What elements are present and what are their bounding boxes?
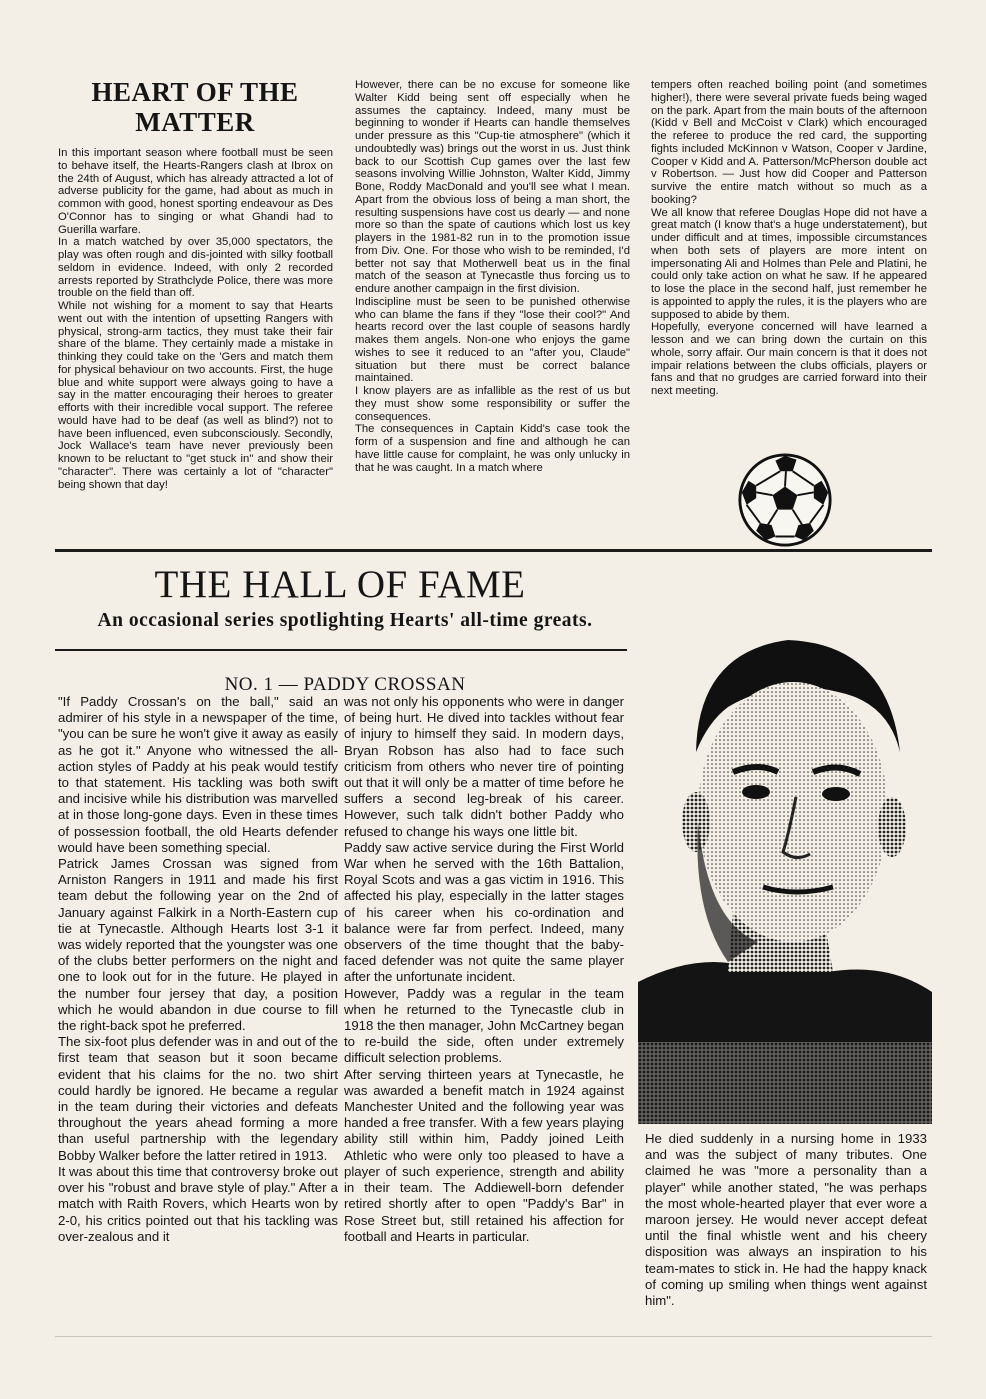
paragraph: While not wishing for a moment to say that Hearts went out with the intention of upsetting Rangers with physical, strong-arm tactics, they must take their fair share of the blame. They certainly made a mistake in thinking they could take on the 'Gers and match them for physical behaviour on two accounts. First, the huge blue and white support were always going to have a say in the matter encouraging their heroes to greater efforts with their incredible vocal support. The referee would have had to be deaf (as well as blind?) not to have been influenced, even subconsciously. Secondly, Jock Wallace's team have never previously been known to be reluctant to "get stuck in" and show their "character". There was certainly a lot of "character" being shown that day! — [58, 300, 333, 491]
bottom-rule — [55, 1336, 932, 1337]
section-divider — [55, 549, 932, 552]
football-icon — [737, 452, 833, 548]
article1-column-2 — [355, 79, 630, 474]
article-title-line2: MATTER — [135, 107, 255, 137]
paragraph: Indiscipline must be seen to be punished otherwise who can blame the fans if they "lose their cool?" And hearts record over the last couple of seasons hardly makes them angels. Non-one who enjoys the game wishes to see it reduced to an "after you, Claude" situation but there must be correct balance maintained. — [355, 295, 630, 385]
paragraph: Hopefully, everyone concerned will have learned a lesson and we can bring down the curtain on this whole, sorry affair. Our main concern is that it does not impair relations between the clubs officials, players or fans and that no grudges are carried forward into their next meeting. — [651, 321, 927, 397]
paragraph: The consequences in Captain Kidd's case took the form of a suspension and fine and although he can have little cause for complaint, he was only unlucky in that he was caught. In a match where — [355, 423, 630, 474]
article1-column-1 — [58, 147, 333, 491]
paragraph: Paddy saw active service during the First World War when he served with the 16th Battalion, Royal Scots and was a gas victim in 1916. This affected his play, especially in the latter stages of his career when his co-ordination and balance were far from perfect. Indeed, many observers of the time thought that the baby-faced defender was not quite the same player after the unfortunate incident. — [344, 839, 624, 985]
article1-column-3 — [651, 79, 927, 398]
article-title-line1: HEART OF THE — [91, 77, 299, 107]
profile-heading: NO. 1 — PADDY CROSSAN — [224, 674, 466, 695]
paragraph: However, there can be no excuse for someone like Walter Kidd being sent off especially when he assumes the captaincy. Indeed, many must be beginning to wonder if Hearts can handle themselves under pressure as this "Cup-tie atmosphere" (which it undoubtedly was) brings out the worst in us. Just think back to our Scottish Cup games over the last few seasons involving Willie Johnston, Walter Kidd, Jimmy Bone, Roddy MacDonald and you'll see what I mean. Apart from the obvious loss of being a man short, the resulting suspensions have cost us dearly — and none more so than the spate of cautions which lost us key players in the 1981-82 run in to the promotion issue from Div. One. For those who wish to be reminded, I'd better not say that Motherwell beat us in the final match of the season at Tynecastle thus forcing us to endure another campaign in the first division. — [355, 79, 630, 295]
paragraph: was not only his opponents who were in danger of being hurt. He dived into tackles without fear of injury to himself they said. In modern days, Bryan Robson has also had to face such criticism from others who never tire of pointing out that it will only be a matter of time before he suffers a second leg-break of his career. However, such talk didn't bother Paddy who refused to change his ways one little bit. — [344, 694, 624, 839]
paragraph: The six-foot plus defender was in and out of the first team that season but it soon became evident that his claims for the no. two shirt could hardly be ignored. He became a regular in the team during their victories and defeats throughout the years ahead forming a more than useful partnership with the legendary Bobby Walker before the latter retired in 1913. — [58, 1034, 338, 1163]
paragraph: However, Paddy was a regular in the team when he returned to the Tynecastle club in 1918 the then manager, John McCartney began to re-build the side, often under extremely difficult selection problems. — [344, 985, 624, 1066]
paragraph: "If Paddy Crossan's on the ball," said an admirer of his style in a newspaper of the time, "you can be sure he won't give it away as easily as he got it." Anyone who witnessed the all-action styles of Paddy at his peak would testify to that statement. His tackling was both swift and incisive while his distribution was marvelled at in those long-gone days. Even in these times of possession football, the old Hearts defender would have been something special. — [58, 694, 338, 855]
article2-column-3 — [645, 1131, 927, 1309]
paragraph: I know players are as infallible as the rest of us but they must show some responsibility or suffer the consequences. — [355, 385, 630, 423]
paddy-crossan-portrait — [638, 622, 932, 1124]
title-underline — [55, 649, 627, 651]
paragraph: tempers often reached boiling point (and sometimes higher!), there were several private fueds being waged on the park. Apart from the main bouts of the afternoon (Kidd v Bell and McCoist v Clark) which encouraged the referee to produce the red card, the supporting fights included McKinnon v Watson, Cooper v Jardine, Cooper v Kidd and A. Patterson/McPherson double act v Robertson. — Just how did Cooper and Patterson survive the entire match without so much as a booking? — [651, 79, 927, 206]
paragraph: He died suddenly in a nursing home in 1933 and was the subject of many tributes. One claimed he was "more a personality than a player" while another stated, "he was perhaps the most whole-hearted player that ever wore a maroon jersey. He would never accept defeat until the final whistle went and his cheery disposition was always an inspiration to his team-mates to stick in. He had the happy knack of coming up smiling when things went against him". — [645, 1131, 927, 1309]
paragraph: We all know that referee Douglas Hope did not have a great match (I know that's a huge understatement), but under difficult and at times, impossible circumstances when both sets of players are more intent on impersonating Ali and Holmes than Pele and Platini, he could only take action on what he saw. If he appeared to lose the place in the second half, just remember he is appointed to apply the rules, it is the players who are supposed to abide by them. — [651, 206, 927, 321]
paragraph: Patrick James Crossan was signed from Arniston Rangers in 1911 and made his first team debut the following year on the 2nd of January against Falkirk in a North-Eastern cup tie at Tynecastle. Although Hearts lost 3-1 it was widely reported that the youngster was one of the clubs better performers on the night and one to look out for in the future. He played in the number four jersey that day, a position which he would abandon in due course to fill the right-back spot he preferred. — [58, 856, 338, 1034]
hall-of-fame-subtitle: An occasional series spotlighting Hearts' all-time greats. — [97, 610, 593, 631]
paragraph: In this important season where football must be seen to behave itself, the Hearts-Rangers clash at Ibrox on the 24th of August, which has already attracted a lot of adverse publicity for the game, had about as much in common with good, honest sporting endeavour as Des O'Connor has to singing or what Ghandi had to Guerilla warfare. — [58, 147, 333, 236]
paragraph: It was about this time that controversy broke out over his "robust and brave style of play." After a match with Raith Rovers, which Hearts won by 2-0, his critics pointed out that his tackling was over-zealous and it — [58, 1163, 339, 1244]
article2-column-2 — [344, 694, 624, 1245]
paragraph: In a match watched by over 35,000 spectators, the play was often rough and dis-jointed with silky football seldom in evidence. Indeed, with only 2 recorded arrests reported by Strathclyde Police, there was more trouble on the field than off. — [58, 236, 333, 300]
hall-of-fame-title: THE HALL OF FAME — [154, 563, 526, 606]
article2-column-1 — [58, 694, 338, 1245]
paragraph: After serving thirteen years at Tynecastle, he was awarded a benefit match in 1924 against Manchester United and the following year was handed a free transfer. With a few years playing ability still within him, Paddy joined Leith Athletic who were only too pleased to have a player of such experience, strength and ability in their team. The Addiewell-born defender retired shortly after to open "Paddy's Bar" in Rose Street but, still retained his affection for football and Hearts in particular. — [344, 1066, 624, 1244]
article-title — [60, 77, 330, 137]
